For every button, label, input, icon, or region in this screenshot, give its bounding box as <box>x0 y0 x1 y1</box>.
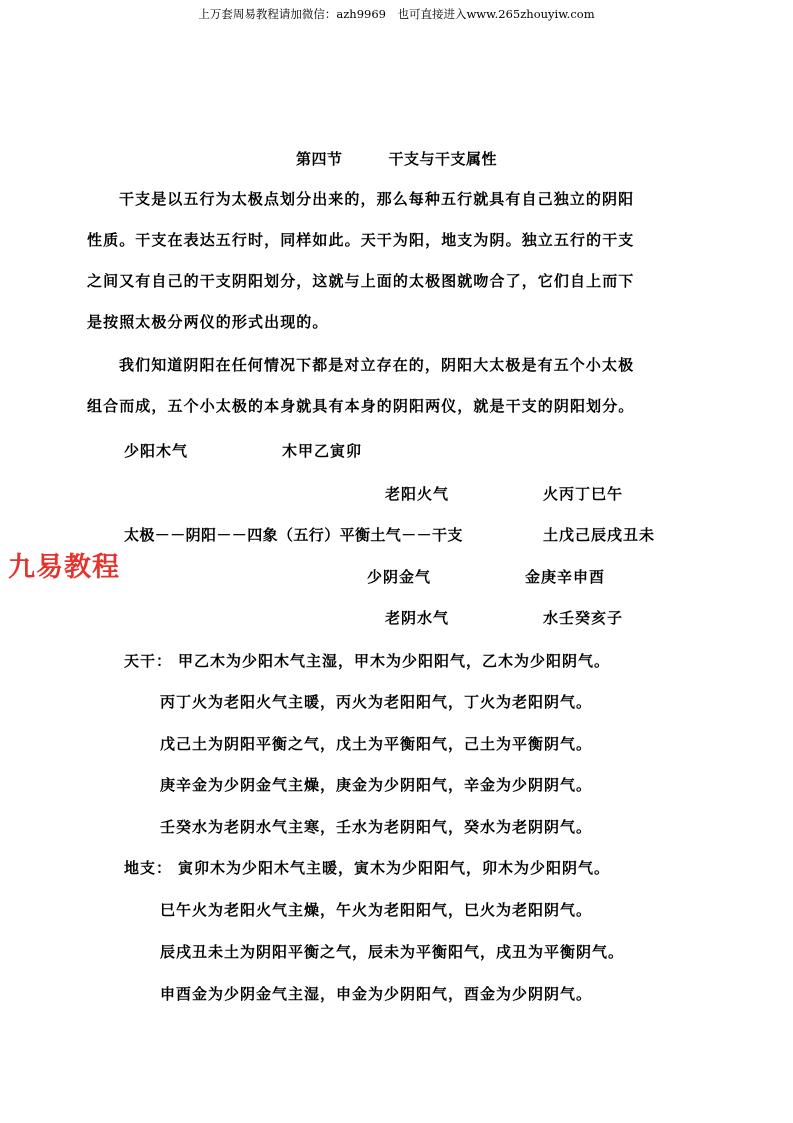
dizhi-line: 巳午火为老阳火气主燥，午火为老阳阳气，巳火为老阳阴气。 <box>160 901 593 919</box>
tiangan-line: 壬癸水为老阴水气主寒，壬水为老阴阳气，癸水为老阴阴气。 <box>160 818 593 836</box>
diagram-laoyin-water-ganzhi: 水壬癸亥子 <box>543 609 624 627</box>
dizhi-label: 地支： <box>124 859 173 877</box>
tiangan-line: 戊己土为阴阳平衡之气，戊土为平衡阳气，己土为平衡阴气。 <box>160 735 593 753</box>
paragraph-line: 我们知道阴阳在任何情况下都是对立存在的，阴阳大太极是有五个小太极 <box>119 356 635 374</box>
tiangan-line: 庚辛金为少阴金气主燥，庚金为少阴阳气，辛金为少阴阴气。 <box>160 776 593 794</box>
paragraph-line: 是按照太极分两仪的形式出现的。 <box>87 313 329 331</box>
diagram-center-chain: 太极－－阴阳－－四象（五行）平衡土气－－干支 <box>124 526 463 544</box>
dizhi-line: 辰戌丑未土为阴阳平衡之气，辰未为平衡阳气，戌丑为平衡阴气。 <box>160 943 625 961</box>
paragraph-line: 之间又有自己的干支阴阳划分，这就与上面的太极图就吻合了，它们自上而下 <box>87 272 635 290</box>
page-header-banner: 上万套周易教程请加微信：azh9969 也可直接进入www.265zhouyiw.com <box>198 7 595 21</box>
paragraph-line: 组合而成，五个小太极的本身就具有本身的阴阳两仪，就是干支的阴阳划分。 <box>87 397 635 415</box>
diagram-center-ganzhi: 土戊己辰戌丑未 <box>543 526 656 544</box>
tiangan-line: 甲乙木为少阳木气主湿，甲木为少阳阳气，乙木为少阳阴气。 <box>178 652 611 670</box>
yinyang-paragraph <box>87 345 719 427</box>
paragraph-line: 性质。干支在表达五行时，同样如此。天干为阳，地支为阴。独立五行的干支 <box>87 231 635 249</box>
diagram-shaoyang-wood: 少阳木气 <box>124 442 189 460</box>
intro-paragraph <box>87 179 719 343</box>
dizhi-line: 寅卯木为少阳木气主暖，寅木为少阳阳气，卯木为少阳阴气。 <box>178 859 611 877</box>
dizhi-line: 申酉金为少阴金气主湿，申金为少阴阳气，酉金为少阴阴气。 <box>160 985 593 1003</box>
section-heading: 干支与干支属性 <box>388 150 498 168</box>
section-number: 第四节 <box>295 150 343 168</box>
diagram-laoyang-fire-ganzhi: 火丙丁巳午 <box>543 485 624 503</box>
tiangan-label: 天干： <box>124 652 173 670</box>
diagram-laoyin-water: 老阴水气 <box>385 609 450 627</box>
paragraph-line: 干支是以五行为太极点划分出来的，那么每种五行就具有自己独立的阴阳 <box>119 190 635 208</box>
diagram-laoyang-fire: 老阳火气 <box>385 485 450 503</box>
diagram-shaoyin-metal: 少阴金气 <box>367 568 432 586</box>
tiangan-line: 丙丁火为老阳火气主暖，丙火为老阳阳气，丁火为老阳阴气。 <box>160 693 593 711</box>
watermark-logo: 九易教程 <box>8 552 120 583</box>
section-title <box>0 148 793 169</box>
diagram-shaoyin-metal-ganzhi: 金庚辛申酉 <box>525 568 606 586</box>
diagram-shaoyang-wood-ganzhi: 木甲乙寅卯 <box>282 442 363 460</box>
